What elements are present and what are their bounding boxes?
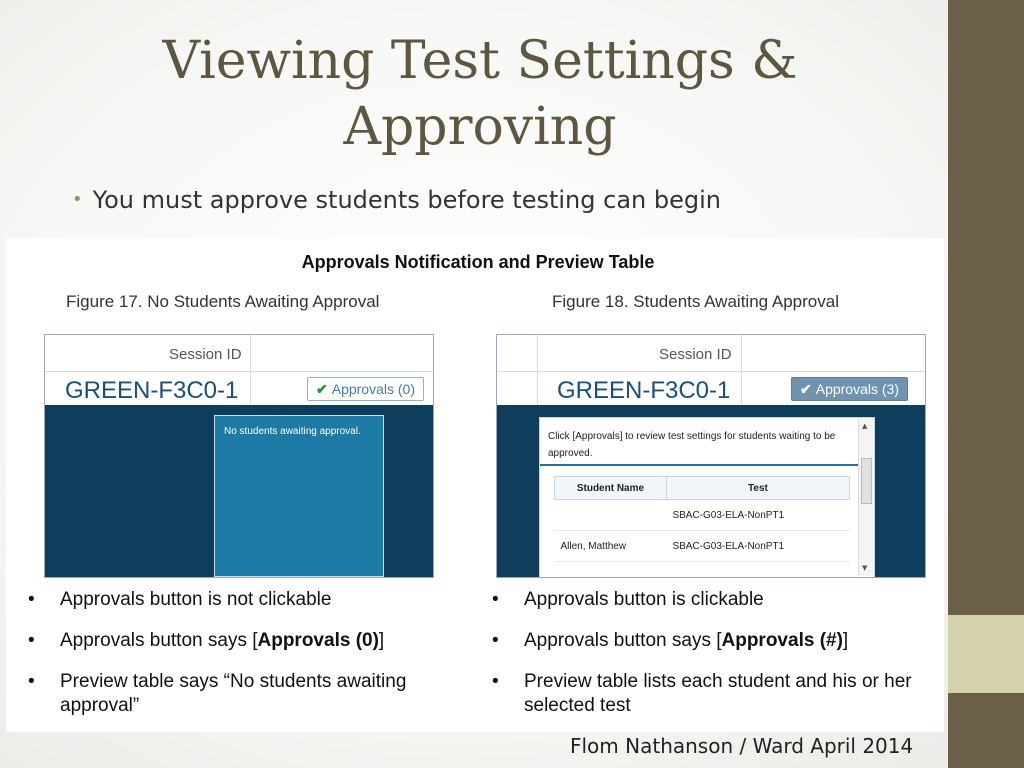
bullet-dot-icon: •	[492, 589, 499, 610]
list-item-bold: Approvals (#)	[721, 630, 843, 651]
panel-heading: Approvals Notification and Preview Table	[301, 252, 655, 272]
list-item	[488, 588, 928, 612]
approvals-button-label: Approvals (0)	[331, 381, 415, 397]
screenshot-panel	[6, 238, 944, 732]
column-header-test: Test	[666, 477, 849, 500]
popup-divider	[540, 464, 858, 466]
bullet-dot-icon: •	[28, 589, 35, 610]
preview-message: Click [Approvals] to review test settings for students waiting to be approved.	[548, 431, 836, 459]
table-row[interactable]	[555, 500, 850, 531]
list-item	[488, 670, 928, 718]
student-name-cell: Allen, Matthew	[555, 531, 667, 562]
bullet-dot-icon: •	[492, 630, 499, 651]
check-icon: ✔	[800, 381, 812, 397]
list-item-text: Approvals button says [	[524, 630, 722, 651]
session-id-label: Session ID	[169, 346, 242, 363]
approvals-preview-popup	[539, 417, 875, 578]
session-id-value: GREEN-F3C0-1	[65, 377, 239, 404]
list-item-text: Approvals button is clickable	[524, 589, 764, 610]
scroll-down-icon[interactable]: ▼	[862, 564, 868, 572]
bullet-dot-icon: •	[28, 630, 35, 651]
bullet-dot-icon: •	[28, 671, 35, 692]
list-item-text: Approvals button is not clickable	[60, 589, 332, 610]
list-item	[24, 670, 464, 718]
column-divider	[537, 335, 538, 405]
test-cell: SBAC-G03-ELA-NonPT1	[666, 500, 849, 531]
intro-bullet	[72, 186, 721, 214]
bullet-dot-icon: •	[492, 671, 499, 692]
list-item-text: Preview table lists each student and his or her selected test	[524, 671, 912, 716]
table-row[interactable]	[555, 531, 850, 562]
list-item	[488, 629, 928, 653]
left-bullet-list	[24, 588, 464, 735]
right-bullet-list	[488, 588, 928, 735]
scroll-up-icon[interactable]: ▲	[862, 422, 868, 430]
sidebar-accent	[948, 615, 1024, 693]
scrollbar-thumb[interactable]	[861, 458, 872, 504]
popup-scrollbar[interactable]	[858, 418, 873, 576]
figure-17-caption: Figure 17. No Students Awaiting Approval	[66, 292, 380, 311]
footer-credit: Flom Nathanson / Ward April 2014	[570, 734, 914, 758]
list-item	[24, 629, 464, 653]
slide-title: Viewing Test Settings & Approving	[162, 31, 798, 157]
check-icon: ✔	[316, 381, 328, 397]
figure-18-screenshot	[496, 334, 926, 578]
student-name-cell	[555, 500, 667, 531]
bullet-dot-icon: •	[72, 189, 83, 210]
approvals-button-disabled	[307, 377, 424, 401]
figure-18-caption: Figure 18. Students Awaiting Approval	[552, 292, 839, 311]
test-cell: SBAC-G03-ELA-NonPT1	[666, 531, 849, 562]
list-item	[24, 588, 464, 612]
list-item-text: Approvals button says [	[60, 630, 258, 651]
no-students-popup	[214, 415, 384, 577]
column-divider	[741, 335, 742, 405]
column-header-student-name: Student Name	[555, 477, 667, 500]
intro-bullet-text: You must approve students before testing can begin	[92, 186, 721, 214]
list-item-text: ]	[378, 630, 385, 651]
list-item-text: ]	[842, 630, 849, 651]
approvals-button[interactable]	[791, 377, 908, 401]
approvals-button-label: Approvals (3)	[815, 381, 899, 397]
no-students-message: No students awaiting approval.	[224, 426, 361, 437]
list-item-text: Preview table says “No students awaiting approval”	[60, 671, 407, 716]
session-id-value: GREEN-F3C0-1	[557, 377, 731, 404]
session-id-label: Session ID	[659, 346, 732, 363]
figure-17-screenshot	[44, 334, 434, 578]
preview-table	[554, 476, 850, 562]
column-divider	[250, 335, 251, 405]
table-header-row	[555, 477, 850, 500]
list-item-bold: Approvals (0)	[257, 630, 379, 651]
